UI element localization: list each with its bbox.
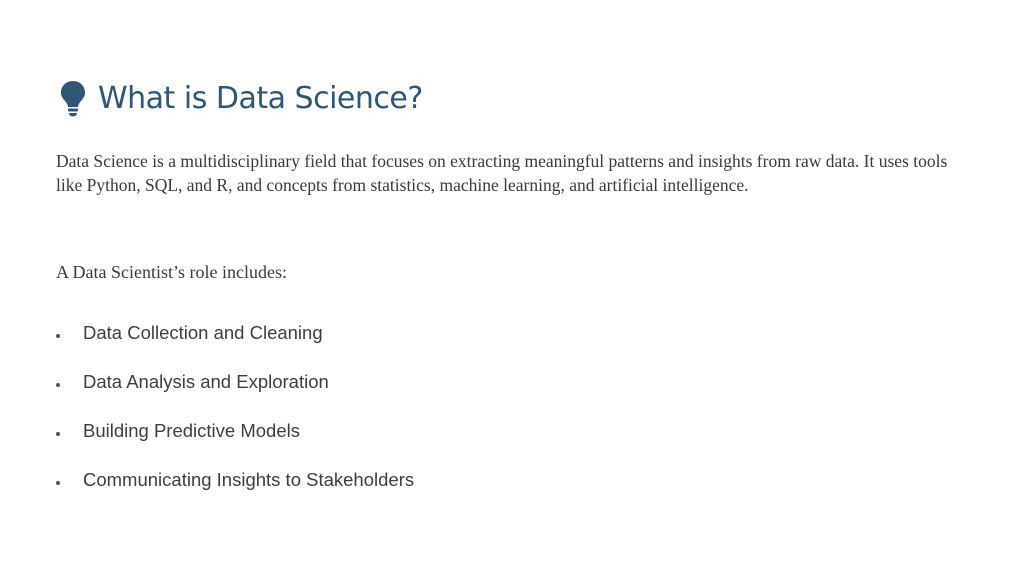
role-list bbox=[56, 318, 414, 514]
bullet-icon bbox=[56, 334, 60, 338]
list-item bbox=[56, 367, 414, 397]
list-item-label: Building Predictive Models bbox=[83, 420, 300, 441]
list-item-label: Communicating Insights to Stakeholders bbox=[83, 469, 415, 490]
bullet-icon bbox=[56, 481, 60, 485]
intro-paragraph: Data Science is a multidisciplinary field that focuses on extracting meaningful patterns and insights from raw data. It uses tools like Python, SQL, and R, and concepts from statistics, machine learning, and artificial intelligence. bbox=[56, 151, 948, 195]
list-item bbox=[56, 416, 414, 446]
list-item bbox=[56, 465, 414, 495]
bullet-icon bbox=[56, 432, 60, 436]
list-item bbox=[56, 318, 414, 348]
list-item-label: Data Analysis and Exploration bbox=[83, 371, 329, 392]
page-title: What is Data Science? bbox=[98, 80, 423, 116]
bullet-icon bbox=[56, 383, 60, 387]
list-item-label: Data Collection and Cleaning bbox=[83, 322, 323, 343]
lightbulb-icon bbox=[58, 78, 88, 118]
role-heading: A Data Scientist’s role includes: bbox=[56, 262, 287, 282]
title-row bbox=[58, 76, 423, 120]
